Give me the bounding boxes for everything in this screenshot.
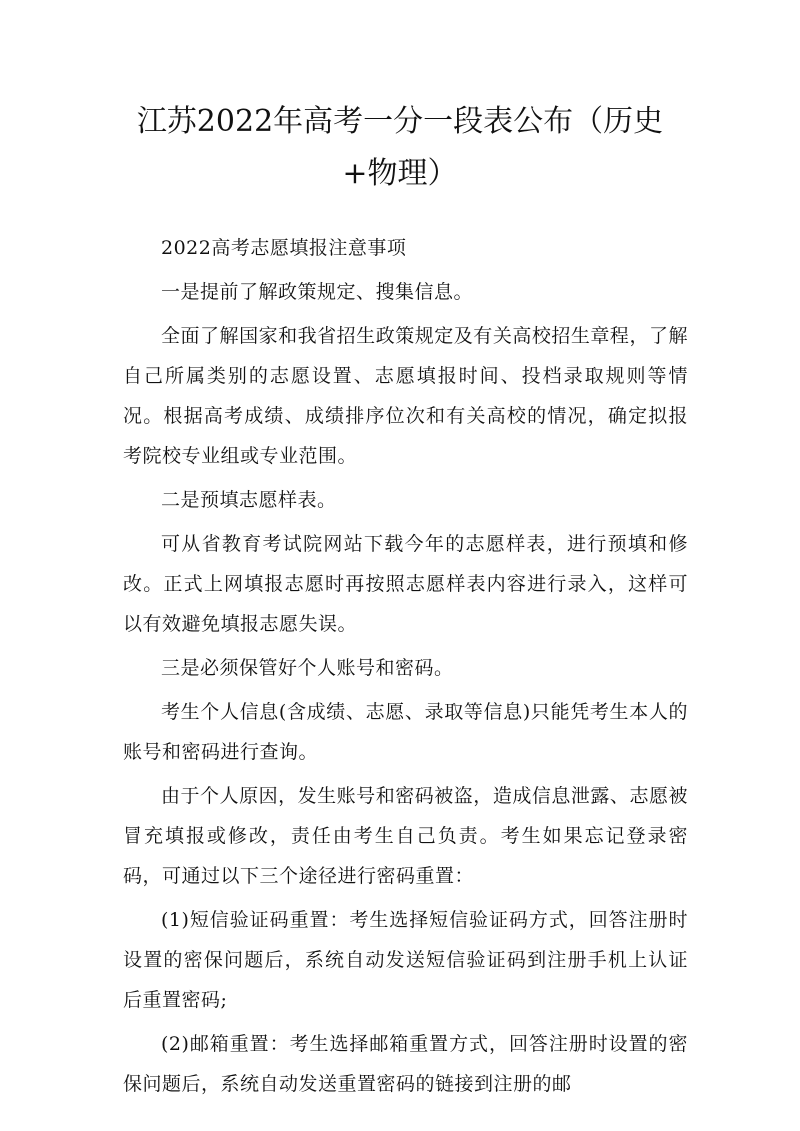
- document-title: 江苏2022年高考一分一段表公布（历史+物理）: [136, 104, 664, 191]
- paragraph-point-two: 二是预填志愿样表。: [161, 489, 337, 511]
- paragraph-point-three: 三是必须保管好个人账号和密码。: [161, 657, 454, 679]
- paragraph-sms-reset: (1)短信验证码重置：考生选择短信验证码方式，回答注册时设置的密保问题后，系统自动发送短信验证码到注册手机上认证后重置密码;: [123, 909, 688, 1011]
- paragraph-password-reset: 由于个人原因，发生账号和密码被盗，造成信息泄露、志愿被冒充填报或修改，责任由考生自己负责。考生如果忘记登录密码，可通过以下三个途径进行密码重置：: [123, 785, 688, 887]
- paragraph-point-one: 一是提前了解政策规定、搜集信息。: [161, 281, 474, 303]
- paragraph-policy: 全面了解国家和我省招生政策规定及有关高校招生章程，了解自己所属类别的志愿设置、志愿填报时间、投档录取规则等情况。根据高考成绩、成绩排序位次和有关高校的情况，确定拟报考院校专业组或专业范围。: [123, 325, 688, 467]
- paragraph-sample-form: 可从省教育考试院网站下载今年的志愿样表，进行预填和修改。正式上网填报志愿时再按照志愿样表内容进行录入，这样可以有效避免填报志愿失误。: [123, 533, 688, 635]
- paragraph-email-reset: (2)邮箱重置：考生选择邮箱重置方式，回答注册时设置的密保问题后，系统自动发送重置密码的链接到注册的邮: [123, 1033, 688, 1095]
- paragraph-personal-info: 考生个人信息(含成绩、志愿、录取等信息)只能凭考生本人的账号和密码进行查询。: [123, 701, 688, 763]
- document-body: [123, 228, 688, 1108]
- paragraph-heading: 2022高考志愿填报注意事项: [161, 237, 407, 259]
